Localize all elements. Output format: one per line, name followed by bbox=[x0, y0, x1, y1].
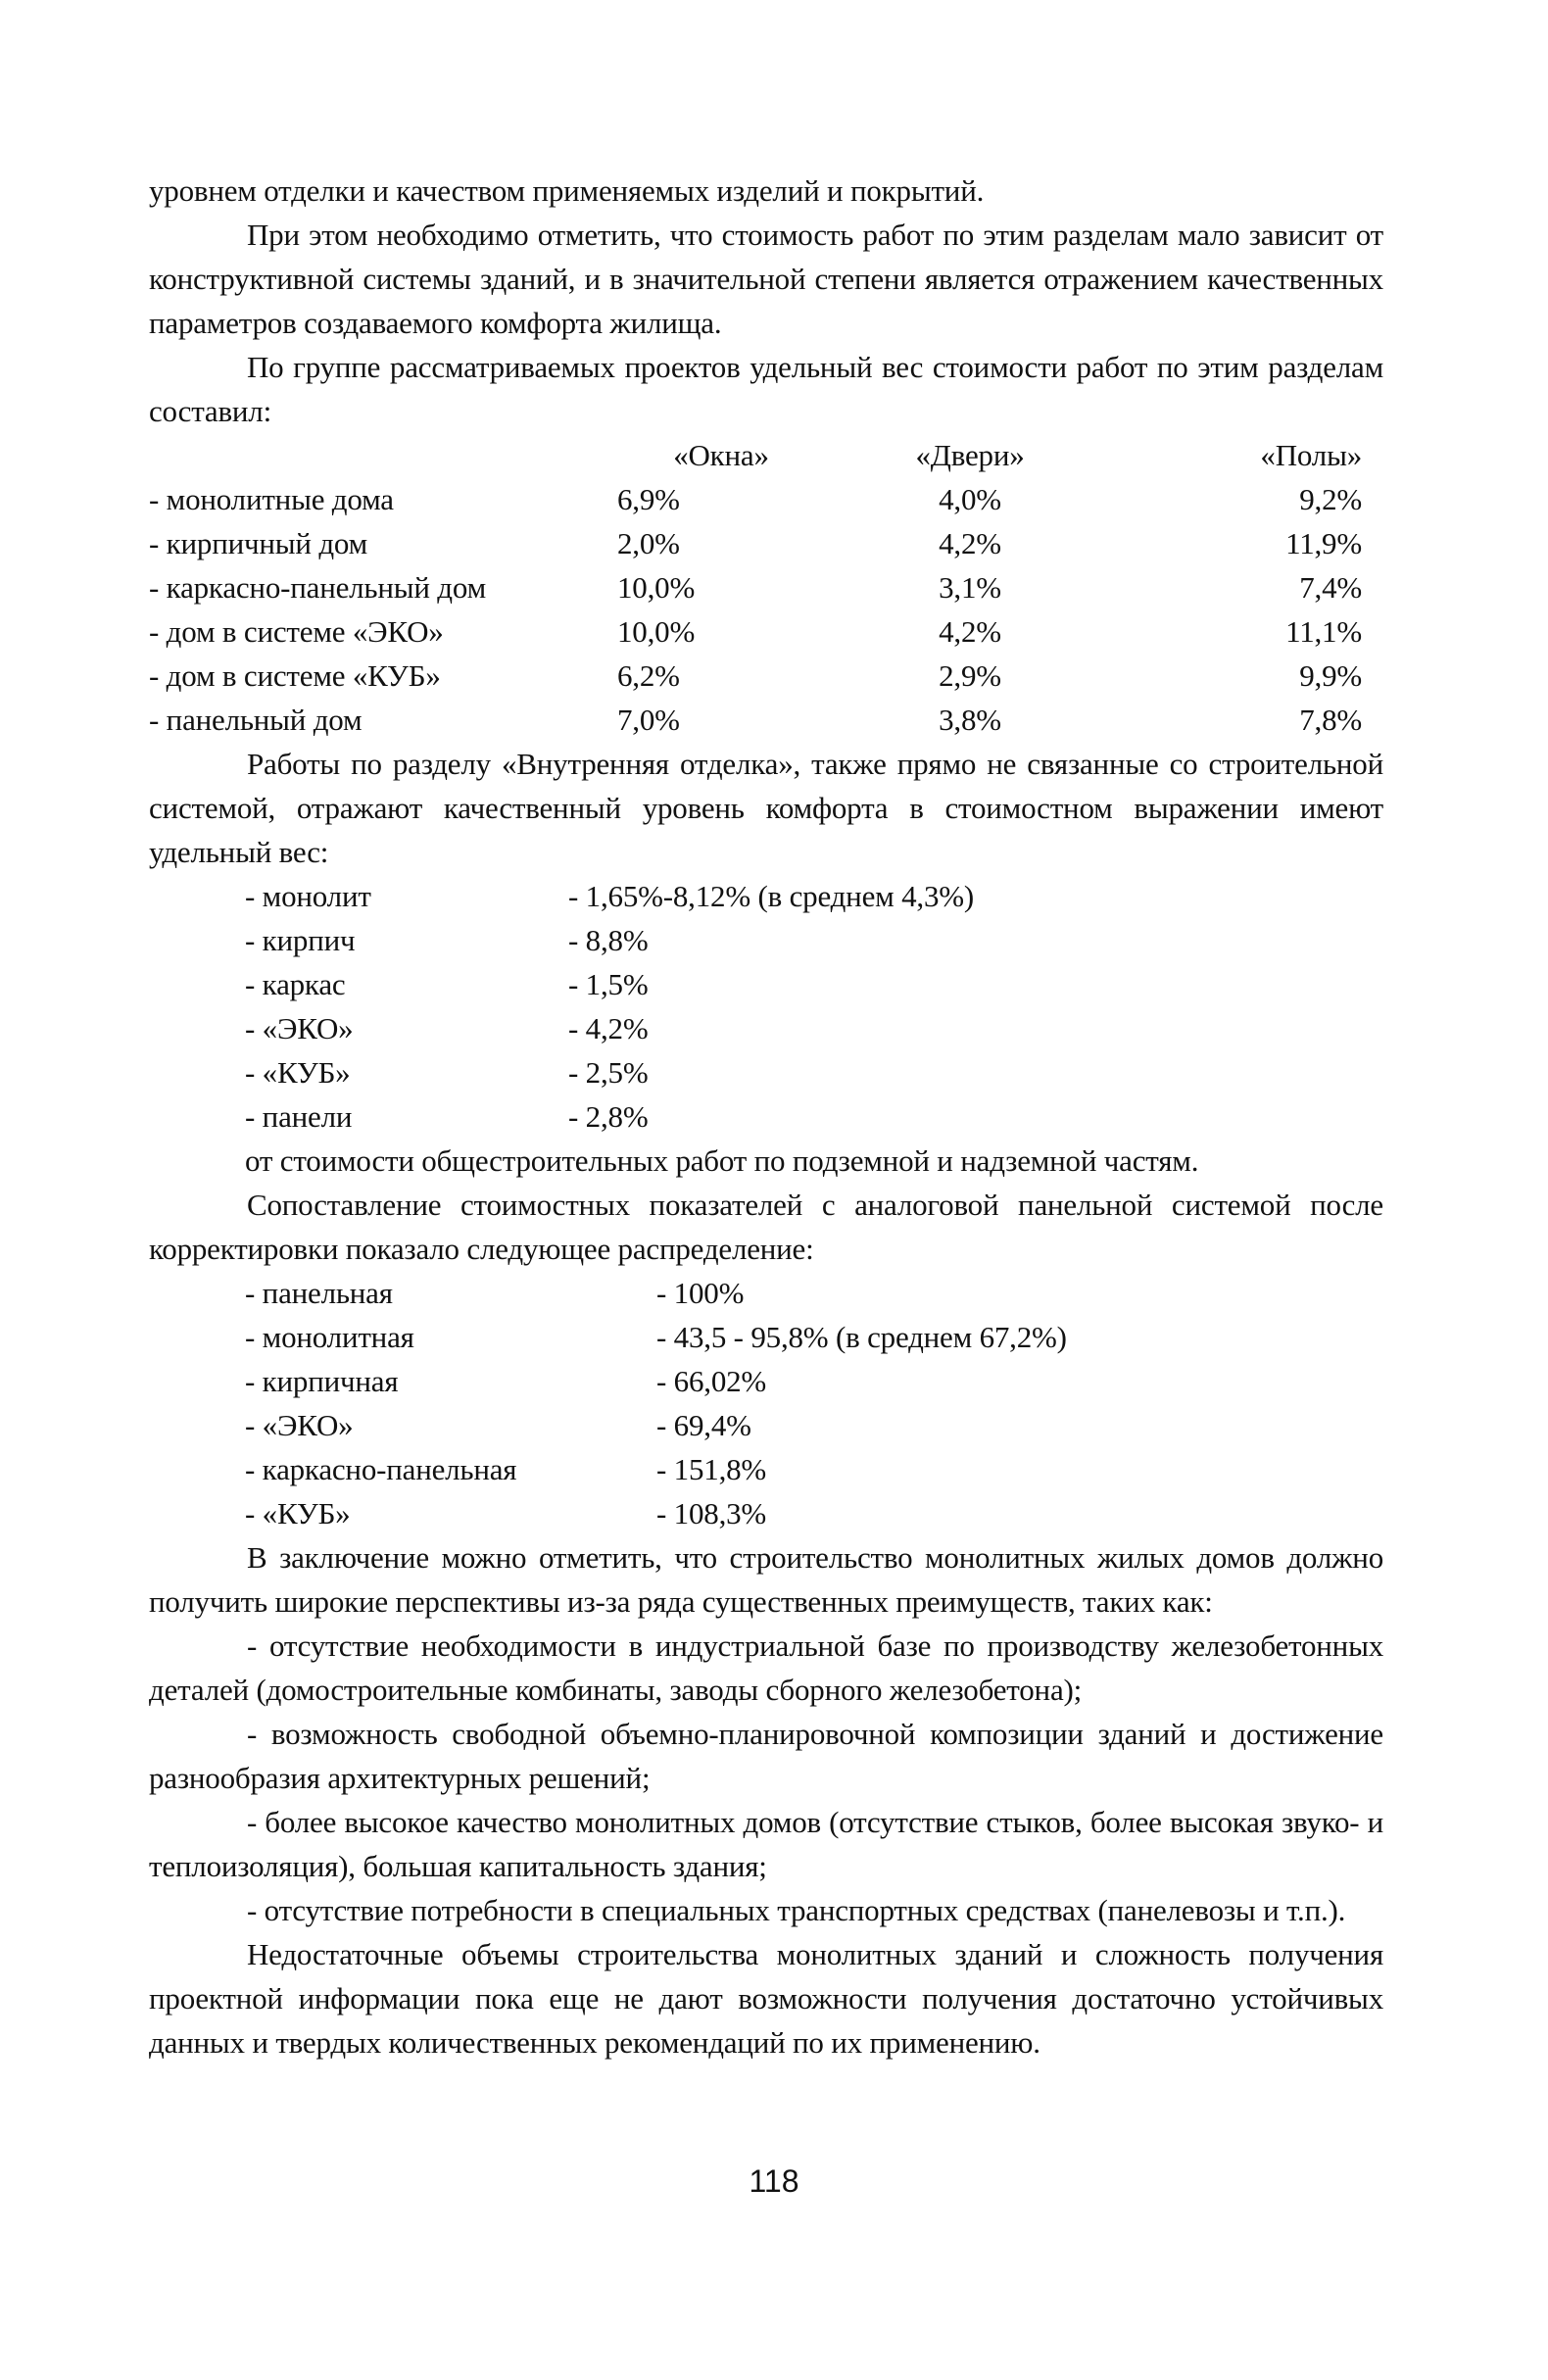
table-cell-doors: 4,0% bbox=[939, 482, 1001, 516]
table-header-blank bbox=[149, 433, 609, 477]
table-cell-windows: 6,2% bbox=[617, 658, 680, 693]
page-number: 118 bbox=[749, 2163, 799, 2199]
list-item bbox=[245, 1491, 1383, 1535]
table-cell-windows: 7,0% bbox=[617, 703, 680, 737]
table-row-label: - каркасно-панельный дом bbox=[149, 570, 487, 605]
table-header-row bbox=[149, 433, 1381, 477]
table-cell-windows: 6,9% bbox=[617, 482, 680, 516]
table-header-windows: «Окна» bbox=[673, 438, 769, 472]
list-item bbox=[245, 1447, 1383, 1491]
table-cell-doors: 2,9% bbox=[939, 658, 1001, 693]
benefit-item: - отсутствие потребности в специальных транспортных средствах (панелевозы и т.п.). bbox=[247, 1893, 1346, 1927]
table-cell-floors: 9,2% bbox=[1299, 482, 1362, 516]
interior-share-list bbox=[245, 874, 1383, 1183]
list-item bbox=[245, 1403, 1383, 1447]
list-item-label: - «ЭКО» bbox=[245, 1011, 354, 1045]
list-item bbox=[245, 962, 1383, 1006]
list-item-label: - «ЭКО» bbox=[245, 1408, 354, 1442]
list-item-label: - панели bbox=[245, 1099, 353, 1134]
cost-share-table bbox=[149, 433, 1381, 742]
list-item-value: - 1,65%-8,12% (в среднем 4,3%) bbox=[568, 879, 974, 913]
list-item-value: - 1,5% bbox=[568, 967, 649, 1001]
paragraph-comparison: Сопоставление стоимостных показателей с аналоговой панельной системой после корректировки показало следующее распределение: bbox=[149, 1188, 1383, 1266]
table-row bbox=[149, 654, 1381, 698]
list-item-label: - кирпич bbox=[245, 923, 356, 957]
list-item-value: - 151,8% bbox=[656, 1452, 767, 1486]
table-cell-windows: 10,0% bbox=[617, 614, 696, 649]
table-cell-doors: 3,1% bbox=[939, 570, 1001, 605]
table-row bbox=[149, 565, 1381, 609]
list-item-value: - 2,8% bbox=[568, 1099, 649, 1134]
list-item-value: - 8,8% bbox=[568, 923, 649, 957]
table-row-label: - дом в системе «ЭКО» bbox=[149, 614, 444, 649]
paragraph-interior-finish: Работы по разделу «Внутренняя отделка», также прямо не связанные со строительной системой, отражают качественный уровень комфорта в стоимостном выражении имеют удельный вес: bbox=[149, 747, 1383, 869]
list-item bbox=[245, 1271, 1383, 1315]
table-row-label: - кирпичный дом bbox=[149, 526, 368, 560]
list-item-value: - 4,2% bbox=[568, 1011, 649, 1045]
paragraph-cost-independence: При этом необходимо отметить, что стоимость работ по этим разделам мало зависит от конструктивной системы зданий, и в значительной степени является отражением качественных параметров создаваемого комфорта жилища. bbox=[149, 218, 1383, 340]
table-cell-floors: 7,8% bbox=[1299, 703, 1362, 737]
paragraph-conclusion: В заключение можно отметить, что строительство монолитных жилых домов должно получить широкие перспективы из-за ряда существенных преимуществ, таких как: bbox=[149, 1540, 1383, 1619]
table-row bbox=[149, 609, 1381, 654]
table-row-label: - монолитные дома bbox=[149, 482, 394, 516]
table-row-label: - панельный дом bbox=[149, 703, 363, 737]
list-item-value: - 2,5% bbox=[568, 1055, 649, 1090]
table-cell-windows: 2,0% bbox=[617, 526, 680, 560]
list-item-value: - 100% bbox=[656, 1276, 745, 1310]
page-body bbox=[149, 169, 1383, 2064]
list-item-value: - 43,5 - 95,8% (в среднем 67,2%) bbox=[656, 1320, 1067, 1354]
table-row bbox=[149, 521, 1381, 565]
table-header-floors: «Полы» bbox=[1260, 438, 1362, 472]
list-item-label: - «КУБ» bbox=[245, 1496, 351, 1530]
table-cell-floors: 11,9% bbox=[1285, 526, 1362, 560]
table-cell-doors: 4,2% bbox=[939, 614, 1001, 649]
list-item bbox=[245, 918, 1383, 962]
list-item bbox=[245, 874, 1383, 918]
table-row-label: - дом в системе «КУБ» bbox=[149, 658, 441, 693]
table-cell-floors: 9,9% bbox=[1299, 658, 1362, 693]
list-item-value: - 108,3% bbox=[656, 1496, 767, 1530]
table-cell-doors: 3,8% bbox=[939, 703, 1001, 737]
paragraph-final: Недостаточные объемы строительства монолитных зданий и сложность получения проектной информации пока еще не дают возможности получения достаточно устойчивых данных и твердых количественных рекомендаций по их применению. bbox=[149, 1937, 1383, 2060]
list-item-value: - 69,4% bbox=[656, 1408, 751, 1442]
list-item-label: - каркасно-панельная bbox=[245, 1452, 517, 1486]
list-item-label: - монолитная bbox=[245, 1320, 414, 1354]
list-item bbox=[245, 1094, 1383, 1139]
list-item-label: - кирпичная bbox=[245, 1364, 399, 1398]
table-row bbox=[149, 698, 1381, 742]
list-item-label: - каркас bbox=[245, 967, 346, 1001]
list-item bbox=[245, 1006, 1383, 1050]
table-cell-windows: 10,0% bbox=[617, 570, 696, 605]
benefit-item: - возможность свободной объемно-планировочной композиции зданий и достижение разнообразия архитектурных решений; bbox=[149, 1717, 1383, 1795]
list-item bbox=[245, 1359, 1383, 1403]
comparison-list bbox=[245, 1271, 1383, 1535]
table-cell-floors: 7,4% bbox=[1299, 570, 1362, 605]
table-header-doors: «Двери» bbox=[915, 438, 1025, 472]
paragraph-continuation: уровнем отделки и качеством применяемых изделий и покрытий. bbox=[149, 173, 985, 208]
list-item bbox=[245, 1315, 1383, 1359]
paragraph-share-intro: По группе рассматриваемых проектов удельный вес стоимости работ по этим разделам составил: bbox=[149, 350, 1383, 428]
benefit-item: - отсутствие необходимости в индустриальной базе по производству железобетонных деталей (домостроительные комбинаты, заводы сборного железобетона); bbox=[149, 1628, 1383, 1707]
list-item-label: - монолит bbox=[245, 879, 371, 913]
table-row bbox=[149, 477, 1381, 521]
list-item bbox=[245, 1050, 1383, 1094]
table-cell-doors: 4,2% bbox=[939, 526, 1001, 560]
list-tail: от стоимости общестроительных работ по подземной и надземной частям. bbox=[245, 1143, 1199, 1178]
list-item-value: - 66,02% bbox=[656, 1364, 767, 1398]
list-item-label: - «КУБ» bbox=[245, 1055, 351, 1090]
benefit-item: - более высокое качество монолитных домов (отсутствие стыков, более высокая звуко- и теплоизоляция), большая капитальность здания; bbox=[149, 1805, 1383, 1883]
table-cell-floors: 11,1% bbox=[1285, 614, 1362, 649]
list-item-label: - панельная bbox=[245, 1276, 393, 1310]
